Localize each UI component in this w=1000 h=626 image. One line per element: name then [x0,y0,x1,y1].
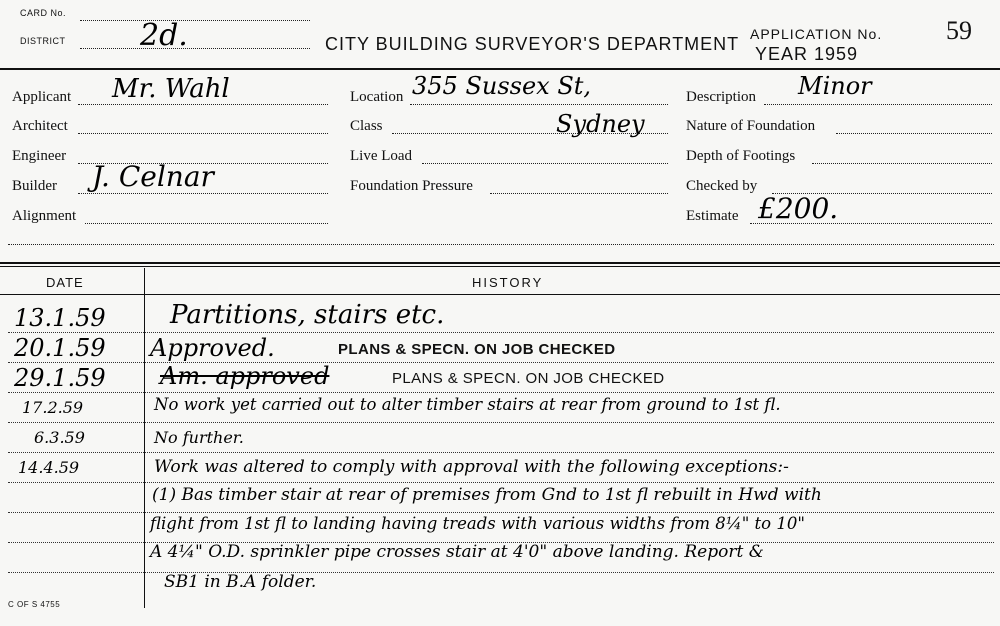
architect-line [78,133,328,134]
description-line [764,104,992,105]
foundation-pressure-label: Foundation Pressure [350,178,473,194]
history-header-underline [0,294,1000,295]
year-label: YEAR 1959 [755,44,859,64]
application-label: APPLICATION No. [750,26,883,42]
location-value: 355 Sussex St, [412,72,592,100]
architect-label: Architect [12,118,68,134]
engineer-label: Engineer [12,148,67,164]
applicant-value: Mr. Wahl [112,74,230,104]
applicant-line [78,104,328,105]
department-title: CITY BUILDING SURVEYOR'S DEPARTMENT [325,34,740,54]
entry-date: 13.1.59 [14,304,106,332]
applicant-label: Applicant [12,89,72,105]
ruled-line [8,362,994,363]
card-no-line [80,20,310,21]
depth-label: Depth of Footings [686,148,796,164]
class-label: Class [350,118,383,134]
entry-date: 20.1.59 [14,334,106,362]
fields-bottom-dotted [8,244,994,245]
entry-text: A 4¼" O.D. sprinkler pipe crosses stair at 4'0" above landing. Report & [150,542,764,562]
section-divider-2 [0,266,1000,267]
builder-value: J. Celnar [92,160,214,193]
entry-text: No work yet carried out to alter timber stairs at rear from ground to 1st fl. [154,395,781,414]
location-line [410,104,668,105]
entry-date: 14.4.59 [18,458,80,477]
depth-line [812,163,992,164]
location-city: Sydney [556,110,645,138]
district-line [80,48,310,49]
district-value: 2d. [140,18,188,53]
live-load-line [422,163,668,164]
form-code: C OF S 4755 [8,600,61,609]
entry-date: 17.2.59 [22,398,84,417]
ruled-line [8,572,994,573]
entry-text: flight from 1st fl to landing having treads with various widths from 8¼" to 10" [150,514,805,533]
entry-text: Partitions, stairs etc. [170,300,445,330]
checked-label: Checked by [686,178,758,194]
entry-text: SB1 in B.A folder. [164,572,317,592]
ruled-line [8,392,994,393]
alignment-line [85,223,328,224]
ruled-line [8,482,994,483]
entry-date: 6.3.59 [34,428,85,447]
district-label: DISTRICT [20,36,66,46]
estimate-value: £200. [758,192,839,225]
live-load-label: Live Load [350,148,413,164]
date-column-divider [144,268,145,608]
ruled-line [8,422,994,423]
ruled-line [8,512,994,513]
header-divider [0,68,1000,70]
card-no-label: CARD No. [20,8,67,18]
ruled-line [8,452,994,453]
nature-label: Nature of Foundation [686,118,816,134]
estimate-label: Estimate [686,208,739,224]
application-number: 59 [946,16,972,45]
builder-label: Builder [12,178,57,194]
description-label: Description [686,89,756,105]
description-value: Minor [798,72,872,100]
entry-text: No further. [154,428,244,447]
entry-text: Work was altered to comply with approval with the following exceptions:- [154,457,789,477]
date-header: DATE [46,275,84,290]
foundation-pressure-line [490,193,668,194]
ruled-line [8,332,994,333]
section-divider-1 [0,262,1000,264]
builder-line [78,193,328,194]
history-header: HISTORY [472,275,544,290]
alignment-label: Alignment [12,208,77,224]
entry-stamp: PLANS & SPECN. ON JOB CHECKED [338,341,616,358]
entry-date: 29.1.59 [14,364,106,392]
entry-stamp: PLANS & SPECN. ON JOB CHECKED [392,370,665,387]
entry-text: Approved. [150,334,275,362]
nature-line [836,133,992,134]
location-label: Location [350,89,404,105]
entry-text: (1) Bas timber stair at rear of premises from Gnd to 1st fl rebuilt in Hwd with [152,485,822,505]
entry-text: Am. approved [160,362,330,390]
